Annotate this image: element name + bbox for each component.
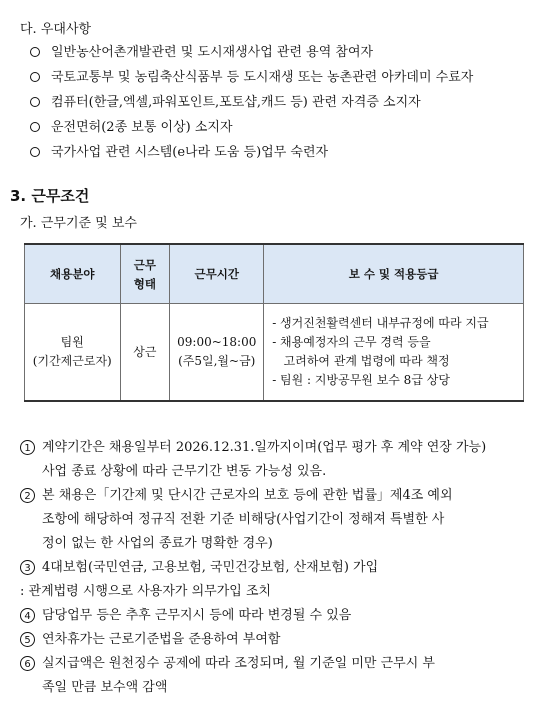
pay-line: - 채용예정자의 근무 경력 등을 xyxy=(272,335,431,349)
list-item xyxy=(20,652,536,700)
list-item xyxy=(20,436,536,484)
hours-line1: 09:00~18:00 xyxy=(177,335,257,349)
circle-bullet-icon xyxy=(30,122,40,132)
circled-number-icon: 3 xyxy=(20,560,35,575)
table-row xyxy=(25,304,524,402)
list-item xyxy=(20,484,536,556)
list-item xyxy=(30,119,473,144)
circled-number-icon: 1 xyxy=(20,440,35,455)
pay-line: - 팀원 : 지방공무원 보수 8급 상당 xyxy=(272,373,450,387)
preference-text: 국토교통부 및 농림축산식품부 등 도시재생 또는 농촌관련 아카데미 수료자 xyxy=(51,70,474,85)
list-item xyxy=(20,628,536,652)
sub-heading: 가. 근무기준 및 보수 xyxy=(20,216,137,231)
preference-text: 컴퓨터(한글,엑셀,파워포인트,포토샵,캐드 등) 관련 자격증 소지자 xyxy=(51,95,421,110)
cell-hours xyxy=(170,304,264,402)
field-line1: 팀원 xyxy=(60,335,84,349)
note-line: : 관계법령 시행으로 사용자가 의무가입 조치 xyxy=(20,584,272,599)
pay-line: 고려하여 관계 법령에 따라 책정 xyxy=(272,354,450,368)
note-line: 연차휴가는 근로기준법을 준용하여 부여함 xyxy=(42,632,281,647)
preference-text: 일반농산어촌개발관련 및 도시재생사업 관련 용역 참여자 xyxy=(51,45,374,60)
note-line: 계약기간은 채용일부터 2026.12.31.일까지이며(업무 평가 후 계약 연장 가능) xyxy=(42,440,487,455)
note-line: 정이 없는 한 사업의 종료가 명확한 경우) xyxy=(42,536,273,551)
circled-number-icon: 6 xyxy=(20,656,35,671)
header-work-type xyxy=(120,244,170,304)
preferences-heading: 다. 우대사항 xyxy=(20,22,92,37)
list-item xyxy=(30,94,473,119)
note-line: 실지급액은 원천징수 공제에 따라 조정되며, 월 기준일 미만 근무시 부 xyxy=(42,656,435,671)
pay-line: - 생거진천활력센터 내부규정에 따라 지급 xyxy=(272,316,489,330)
circle-bullet-icon xyxy=(30,97,40,107)
header-type-line2: 형태 xyxy=(133,276,156,291)
notes-list xyxy=(20,436,536,700)
preferences-list xyxy=(30,44,473,169)
list-item xyxy=(30,144,473,169)
circle-bullet-icon xyxy=(30,72,40,82)
note-line: 사업 종료 상황에 따라 근무기간 변동 가능성 있음. xyxy=(42,464,327,479)
work-conditions-table xyxy=(24,243,524,402)
cell-pay xyxy=(264,304,524,402)
list-item xyxy=(20,556,536,604)
circled-number-icon: 4 xyxy=(20,608,35,623)
table-header-row xyxy=(25,244,524,304)
circle-bullet-icon xyxy=(30,147,40,157)
cell-work-type: 상근 xyxy=(120,304,170,402)
section-heading xyxy=(10,185,89,206)
field-line2: (기간제근로자) xyxy=(32,354,112,368)
hours-line2: (주5일,월~금) xyxy=(178,354,256,368)
circle-bullet-icon xyxy=(30,47,40,57)
note-line: 족일 만큼 보수액 감액 xyxy=(42,680,168,695)
list-item xyxy=(30,69,473,94)
circled-number-icon: 2 xyxy=(20,488,35,503)
header-field: 채용분야 xyxy=(25,244,121,304)
note-line: 4대보험(국민연금, 고용보험, 국민건강보험, 산재보험) 가입 xyxy=(42,560,379,575)
note-line: 본 채용은「기간제 및 단시간 근로자의 보호 등에 관한 법률」제4조 예외 xyxy=(42,488,453,503)
header-pay: 보 수 및 적용등급 xyxy=(264,244,524,304)
note-line: 담당업무 등은 추후 근무지시 등에 따라 변경될 수 있음 xyxy=(42,608,352,623)
list-item xyxy=(20,604,536,628)
list-item xyxy=(30,44,473,69)
circled-number-icon: 5 xyxy=(20,632,35,647)
section-number: 3. xyxy=(10,187,27,205)
header-hours: 근무시간 xyxy=(170,244,264,304)
preference-text: 국가사업 관련 시스템(e나라 도움 등)업무 숙련자 xyxy=(51,145,329,160)
preference-text: 운전면허(2종 보통 이상) 소지자 xyxy=(51,120,233,135)
header-type-line1: 근무 xyxy=(133,257,156,272)
cell-field xyxy=(25,304,121,402)
note-line: 조항에 해당하여 정규직 전환 기준 비해당(사업기간이 정해져 특별한 사 xyxy=(42,512,445,527)
section-title: 근무조건 xyxy=(31,187,90,205)
